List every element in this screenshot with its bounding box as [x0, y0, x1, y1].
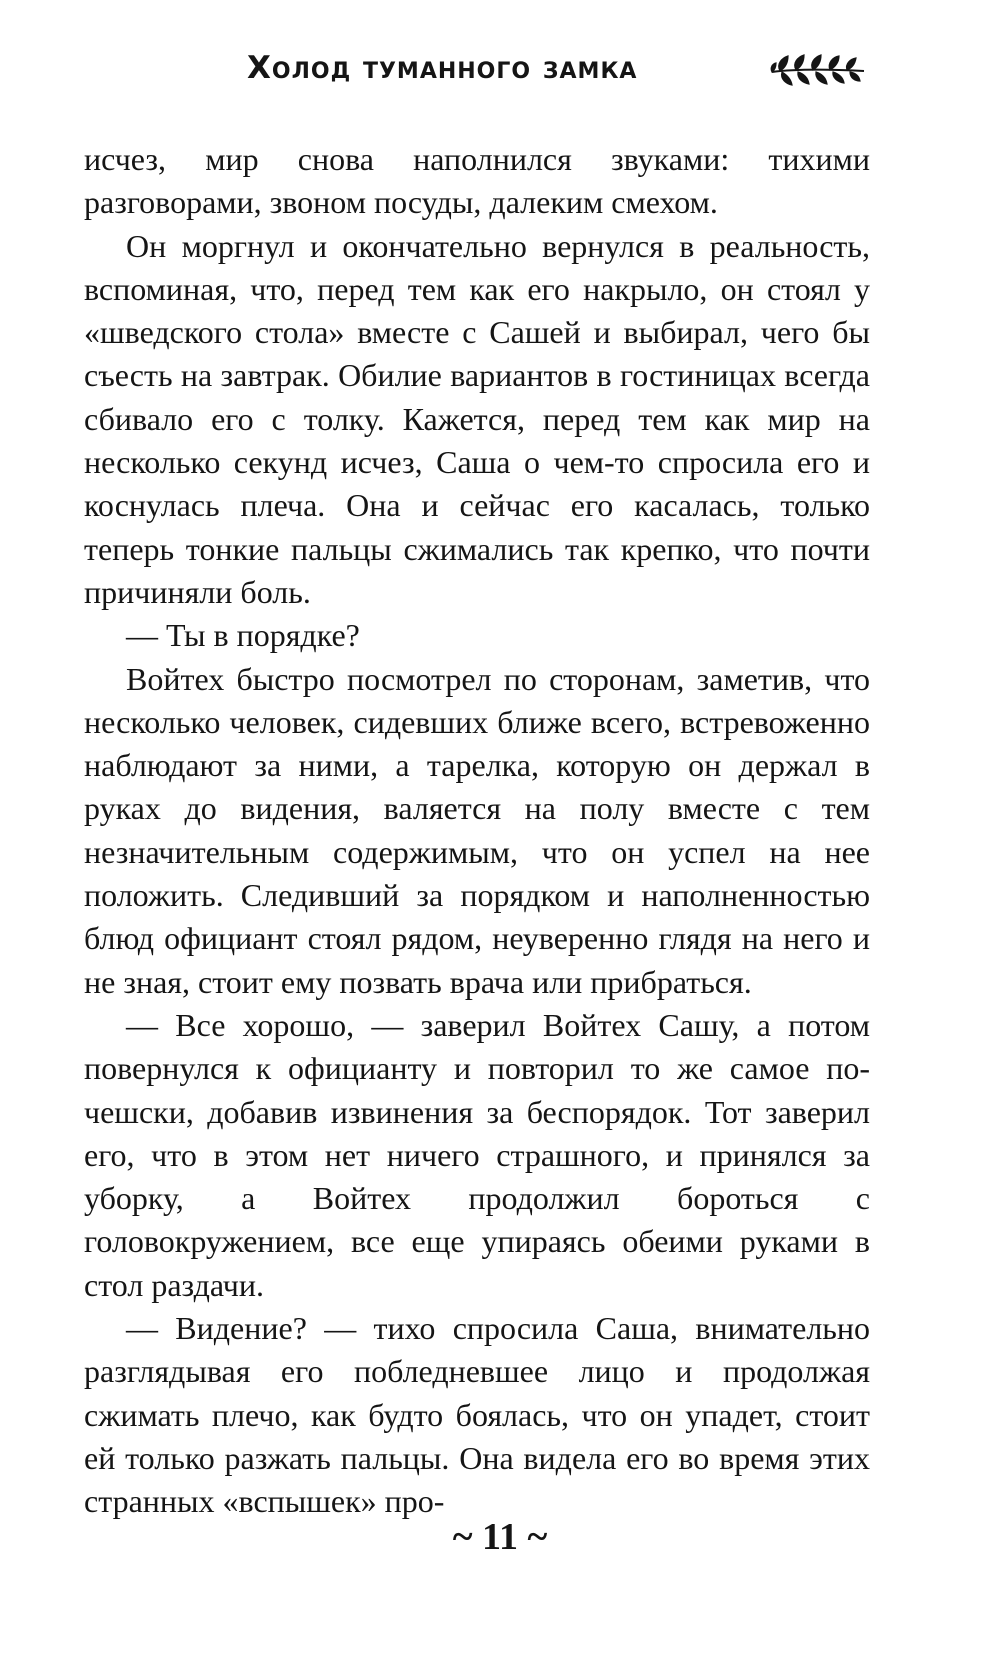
body-text — [84, 138, 870, 1524]
paragraph-2: Он моргнул и окончательно вернулся в реальность, вспоминая, что, перед тем как его накрыло, он стоял у «шведского стола» вместе с Сашей и выбирал, чего бы съесть на завтрак. Обилие вариантов в гостиницах всегда сбивало его с толку. Кажется, перед тем как мир на несколько секунд исчез, Саша о чем-то спросила его и коснулась плеча. Она и сейчас его касалась, только теперь тонкие пальцы сжимались так крепко, что почти причиняли боль. — [84, 227, 870, 610]
running-head-title: Холод туманного замка — [247, 50, 638, 86]
paragraph-1: исчез, мир снова наполнился звуками: тихими разговорами, звоном посуды, далеким смехом. — [84, 141, 870, 221]
leaf-garland-ornament-icon — [770, 52, 866, 88]
paragraph-4: Войтех быстро посмотрел по сторонам, заметив, что несколько человек, сидевших ближе всего, встревоженно наблюдают за ними, а тарелка, которую он держал в руках до видения, валяется на полу вместе с тем незначительным содержимым, что он успел на нее положить. Следивший за порядком и наполненностью блюд официант стоял рядом, неуверенно глядя на него и не зная, стоит ему позвать врача или прибраться. — [84, 660, 870, 1000]
paragraph-5-dialogue: — Все хорошо, — заверил Войтех Сашу, а потом повернулся к официанту и повторил то же самое по-чешски, добавив извинения за беспорядок. Тот заверил его, что в этом нет ничего страшного, и принялся за уборку, а Войтех продолжил бороться с головокружением, все еще упираясь обеими руками в стол раздачи. — [84, 1006, 870, 1303]
running-head — [0, 50, 1000, 100]
page-number: ~ 11 ~ — [452, 1516, 548, 1558]
paragraph-3-dialogue: — Ты в порядке? — [126, 617, 360, 654]
paragraph-6-dialogue: — Видение? — тихо спросила Саша, внимательно разглядывая его побледневшее лицо и продолжая сжимать плечо, как будто боялась, что он упадет, стоит ей только разжать пальцы. Она видела его во время этих странных «вспышек» про- — [84, 1310, 870, 1520]
